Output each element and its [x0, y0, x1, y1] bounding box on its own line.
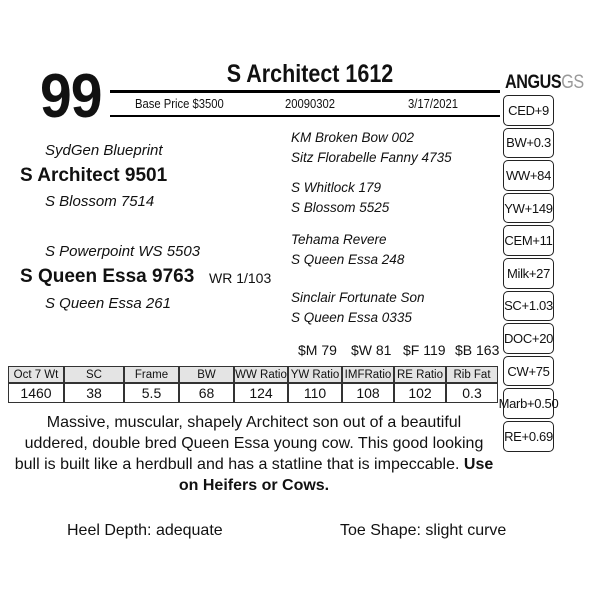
epd-column: [498, 95, 559, 454]
bull-name: S Architect 1612: [226, 60, 394, 88]
pedigree-r5: Tehama Revere: [291, 232, 387, 247]
registration-number: 20090302: [285, 97, 336, 111]
pedigree-r1: KM Broken Bow 002: [291, 130, 415, 145]
index-b: $B 163: [455, 342, 500, 358]
pedigree-r3: S Whitlock 179: [291, 180, 382, 195]
index-w: $W 81: [351, 342, 392, 358]
epd-ced: CED+9: [503, 95, 554, 126]
logo-suffix: GS: [561, 72, 584, 93]
angus-gs-logo: [505, 72, 584, 94]
title-rule-top: [110, 90, 500, 93]
dam: S Queen Essa 9763: [20, 266, 195, 287]
base-price: Base Price $3500: [135, 97, 224, 111]
epd-milk: Milk+27: [503, 258, 554, 289]
lot-number: 99: [40, 62, 102, 131]
epd-bw: BW+0.3: [503, 128, 554, 159]
index-m: $M 79: [298, 342, 337, 358]
pedigree-r8: S Queen Essa 0335: [291, 310, 412, 325]
header-rib-fat: Rib Fat: [446, 366, 498, 383]
value-imf-ratio: 108: [342, 383, 394, 403]
sire-dam: S Blossom 7514: [45, 193, 155, 210]
logo-main: ANGUS: [505, 72, 562, 93]
heel-depth: Heel Depth: adequate: [67, 522, 223, 539]
toe-shape: Toe Shape: slight curve: [340, 522, 507, 539]
epd-doc: DOC+20: [503, 323, 554, 354]
value-frame: 5.5: [124, 383, 179, 403]
value-rib-fat: 0.3: [446, 383, 498, 403]
sire-sire: SydGen Blueprint: [45, 142, 163, 159]
value-bw: 68: [179, 383, 234, 403]
description-emphasis: Use on Heifers or Cows.: [178, 456, 494, 494]
sire: S Architect 9501: [20, 165, 168, 186]
index-f: $F 119: [403, 342, 446, 358]
header-frame: Frame: [124, 366, 179, 383]
value-sc: 38: [64, 383, 124, 403]
pedigree-r4: S Blossom 5525: [291, 200, 390, 215]
dam-wr: WR 1/103: [209, 270, 272, 286]
header-ww-ratio: WW Ratio: [234, 366, 288, 383]
header-imf-ratio: IMFRatio: [342, 366, 394, 383]
description: [14, 412, 494, 496]
pedigree-r7: Sinclair Fortunate Son: [291, 290, 425, 305]
header-re-ratio: RE Ratio: [394, 366, 446, 383]
dam-dam: S Queen Essa 261: [45, 295, 171, 312]
title-rule-bottom: [110, 115, 500, 117]
pedigree-r6: S Queen Essa 248: [291, 252, 405, 267]
epd-cem: CEM+11: [503, 225, 554, 256]
epd-marb: Marb+0.50: [503, 388, 554, 419]
epd-yw: YW+149: [503, 193, 554, 224]
performance-table: [8, 366, 498, 403]
header-bw: BW: [179, 366, 234, 383]
header-yw-ratio: YW Ratio: [288, 366, 342, 383]
epd-re: RE+0.69: [503, 421, 554, 452]
birth-date: 3/17/2021: [408, 97, 459, 111]
pedigree-r2: Sitz Florabelle Fanny 4735: [291, 150, 452, 165]
header-wt: Oct 7 Wt: [8, 366, 64, 383]
epd-ww: WW+84: [503, 160, 554, 191]
value-ww-ratio: 124: [234, 383, 288, 403]
epd-cw: CW+75: [503, 356, 554, 387]
header-sc: SC: [64, 366, 124, 383]
value-re-ratio: 102: [394, 383, 446, 403]
value-yw-ratio: 110: [288, 383, 342, 403]
value-wt: 1460: [8, 383, 64, 403]
epd-sc: SC+1.03: [503, 291, 554, 322]
description-text: Massive, muscular, shapely Architect son out of a beautiful uddered, double bred Queen Essa young cow. This good looking bull is built like a herdbull and has a statline that is impeccable.: [14, 414, 484, 473]
dam-sire: S Powerpoint WS 5503: [45, 243, 201, 260]
